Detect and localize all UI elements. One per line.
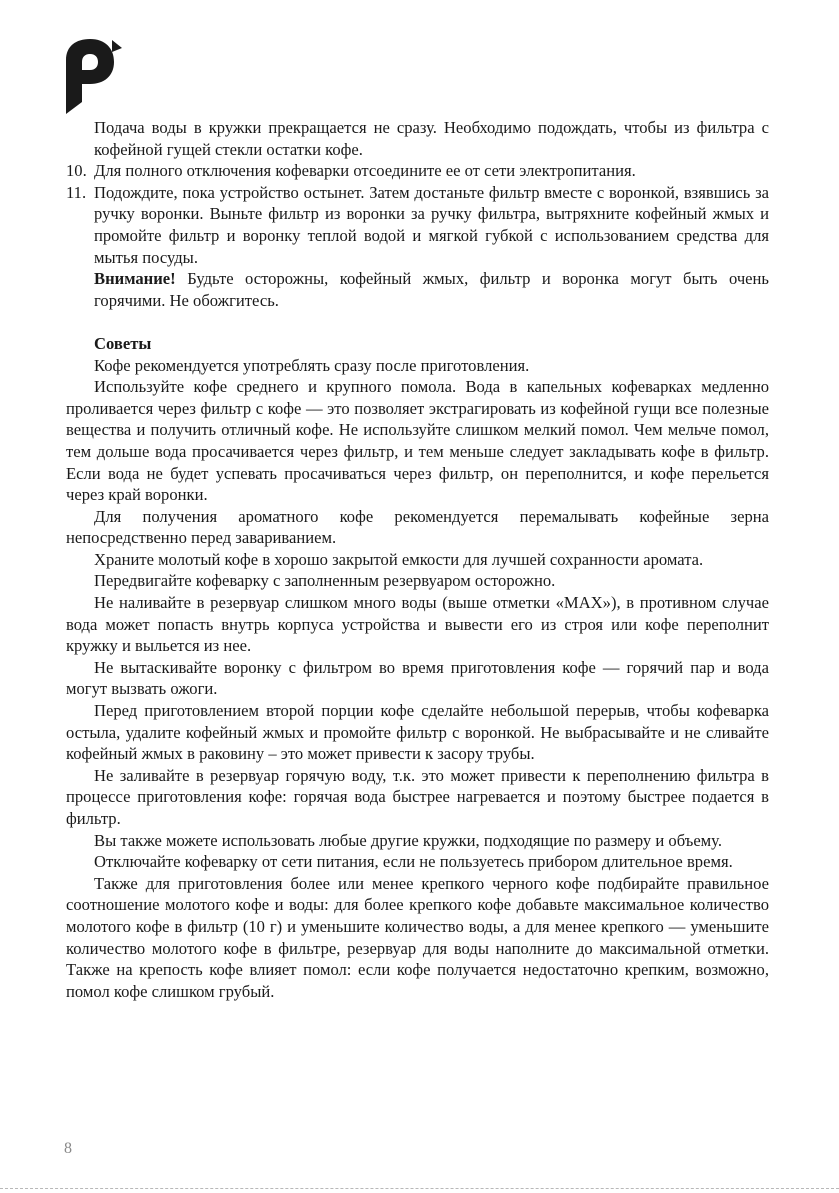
page-content [66,117,769,1002]
page-bottom-edge [0,1188,839,1189]
step-text: Подождите, пока устройство остынет. Затем достаньте фильтр вместе с воронкой, взявшись за ручку воронки. Выньте фильтр из воронки за ручку фильтра, вытряхните кофейный жмых и промойте фильтр и воронку теплой водой и мягкой губкой с использованием средства для мытья посуды. [94,182,769,267]
tip-paragraph: Вы также можете использовать любые другие кружки, подходящие по размеру и объему. [94,830,722,850]
tip-paragraph: Не заливайте в резервуар горячую воду, т.к. это может привести к переполнению фильтра в процессе приготовления кофе: горячая вода быстрее нагревается и поэтому быстрее подается в фильтр. [66,765,769,828]
tip-paragraph: Для получения ароматного кофе рекомендуется перемалывать кофейные зерна непосредственно перед завариванием. [66,506,769,548]
page-number: 8 [64,1140,72,1157]
section-heading: Советы [94,333,152,353]
tip-paragraph: Также для приготовления более или менее крепкого черного кофе подбирайте правильное соотношение молотого кофе и воды: для более крепкого кофе добавьте максимальное количество молотого кофе в фильтр (10 г) и уменьшите количество воды, а для менее крепкого — уменьшите количество молотого кофе в фильтре, резервуар для воды наполните до максимальной отметки. Также на крепость кофе влияет помол: если кофе получается недостаточно крепким, возможно, помол кофе слишком грубый. [66,873,769,1001]
tip-paragraph: Не вытаскивайте воронку с фильтром во время приготовления кофе — горячий пар и вода могут вызвать ожоги. [66,657,769,699]
list-item [66,182,769,268]
step-number: 11. [66,182,87,202]
list-item [66,160,769,182]
intro-continuation: Подача воды в кружки прекращается не сразу. Необходимо подождать, чтобы из фильтра с кофейной гущей стекли остатки кофе. [94,118,769,159]
step-text: Для полного отключения кофеварки отсоедините ее от сети электропитания. [94,161,636,181]
tip-paragraph: Используйте кофе среднего и крупного помола. Вода в капельных кофеварках медленно проливается через фильтр с кофе — это позволяет экстрагировать из кофейной гущи все полезные вещества и получить отличный кофе. Не используйте слишком мелкий помол. Чем мельче помол, тем дольше вода просачивается через фильтр, и тем меньше следует закладывать кофе в фильтр. Если вода не будет успевать просачиваться через фильтр, он переполнится, и кофе перельется через край воронки. [66,377,769,505]
brand-p-logo-icon [64,38,126,114]
warning-text: Будьте осторожны, кофейный жмых, фильтр и воронка могут быть очень горячими. Не обожгитесь. [94,269,769,310]
warning-label: Внимание! [94,269,176,289]
tip-paragraph: Храните молотый кофе в хорошо закрытой емкости для лучшей сохранности аромата. [94,549,704,569]
tip-paragraph: Передвигайте кофеварку с заполненным резервуаром осторожно. [94,571,556,591]
tip-paragraph: Отключайте кофеварку от сети питания, если не пользуетесь прибором длительное время. [94,852,733,872]
step-number: 10. [66,161,87,181]
tip-first: Кофе рекомендуется употреблять сразу после приготовления. [94,355,530,375]
tip-paragraph: Перед приготовлением второй порции кофе сделайте небольшой перерыв, чтобы кофеварка остыла, удалите кофейный жмых и промойте фильтр с воронкой. Не выбрасывайте и не сливайте кофейный жмых в раковину – это может привести к засору трубы. [66,701,769,764]
tip-paragraph: Не наливайте в резервуар слишком много воды (выше отметки «MAX»), в противном случае вода может попасть внутрь корпуса устройства и вывести его из строя или кофе переполнит кружку и выльется из нее. [66,593,769,656]
warning-paragraph [66,268,769,311]
